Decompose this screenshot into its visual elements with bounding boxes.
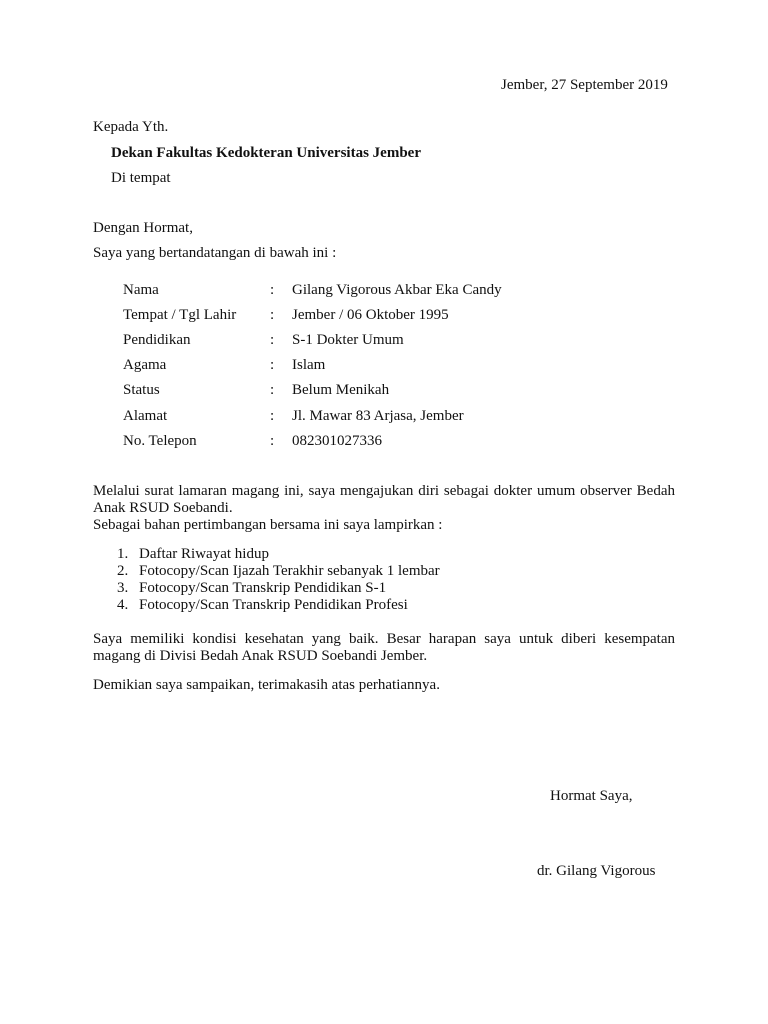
list-number: 1. (117, 546, 129, 562)
identity-row-address (123, 408, 603, 426)
identity-row-name (123, 282, 603, 300)
list-item (117, 563, 440, 580)
identity-value: Islam (292, 357, 326, 373)
recipient-to: Kepada Yth. (93, 119, 169, 135)
list-item (117, 580, 386, 597)
closing-line: Demikian saya sampaikan, terimakasih atas perhatiannya. (93, 677, 440, 693)
signature-regards: Hormat Saya, (550, 788, 633, 804)
identity-separator: : (270, 408, 275, 424)
identity-value: Jl. Mawar 83 Arjasa, Jember (292, 408, 464, 424)
identity-label: Tempat / Tgl Lahir (123, 307, 237, 323)
attachment-intro: Sebagai bahan pertimbangan bersama ini saya lampirkan : (93, 517, 443, 533)
identity-value: Gilang Vigorous Akbar Eka Candy (292, 282, 502, 298)
identity-label: Status (123, 382, 160, 398)
list-text: Fotocopy/Scan Transkrip Pendidikan Profesi (139, 597, 408, 613)
recipient-place: Di tempat (111, 170, 171, 186)
list-number: 4. (117, 597, 129, 613)
list-item (117, 546, 269, 563)
list-item (117, 597, 408, 614)
identity-row-status (123, 382, 603, 400)
intro-line: Saya yang bertandatangan di bawah ini : (93, 245, 337, 261)
identity-separator: : (270, 357, 275, 373)
list-number: 3. (117, 580, 129, 596)
list-text: Daftar Riwayat hidup (139, 546, 269, 562)
greeting: Dengan Hormat, (93, 220, 193, 236)
identity-row-religion (123, 357, 603, 375)
identity-row-phone (123, 433, 603, 451)
identity-separator: : (270, 282, 275, 298)
identity-label: No. Telepon (123, 433, 197, 449)
date-line: Jember, 27 September 2019 (501, 77, 668, 93)
application-paragraph: Melalui surat lamaran magang ini, saya mengajukan diri sebagai dokter umum observer Bedah Anak RSUD Soebandi. (93, 483, 675, 516)
signature-name: dr. Gilang Vigorous (537, 863, 656, 879)
list-text: Fotocopy/Scan Transkrip Pendidikan S-1 (139, 580, 387, 596)
identity-separator: : (270, 382, 275, 398)
identity-separator: : (270, 433, 275, 449)
recipient-name: Dekan Fakultas Kedokteran Universitas Jember (111, 145, 421, 161)
list-number: 2. (117, 563, 129, 579)
list-text: Fotocopy/Scan Ijazah Terakhir sebanyak 1 lembar (139, 563, 440, 579)
identity-value: 082301027336 (292, 433, 382, 449)
identity-value: Jember / 06 Oktober 1995 (292, 307, 449, 323)
identity-value: S-1 Dokter Umum (292, 332, 404, 348)
identity-label: Pendidikan (123, 332, 191, 348)
identity-label: Agama (123, 357, 167, 373)
identity-separator: : (270, 332, 275, 348)
identity-row-education (123, 332, 603, 350)
identity-value: Belum Menikah (292, 382, 390, 398)
identity-label: Alamat (123, 408, 168, 424)
identity-label: Nama (123, 282, 159, 298)
identity-separator: : (270, 307, 275, 323)
identity-row-birth (123, 307, 603, 325)
health-paragraph: Saya memiliki kondisi kesehatan yang baik. Besar harapan saya untuk diberi kesempatan magang di Divisi Bedah Anak RSUD Soebandi Jember. (93, 631, 675, 664)
